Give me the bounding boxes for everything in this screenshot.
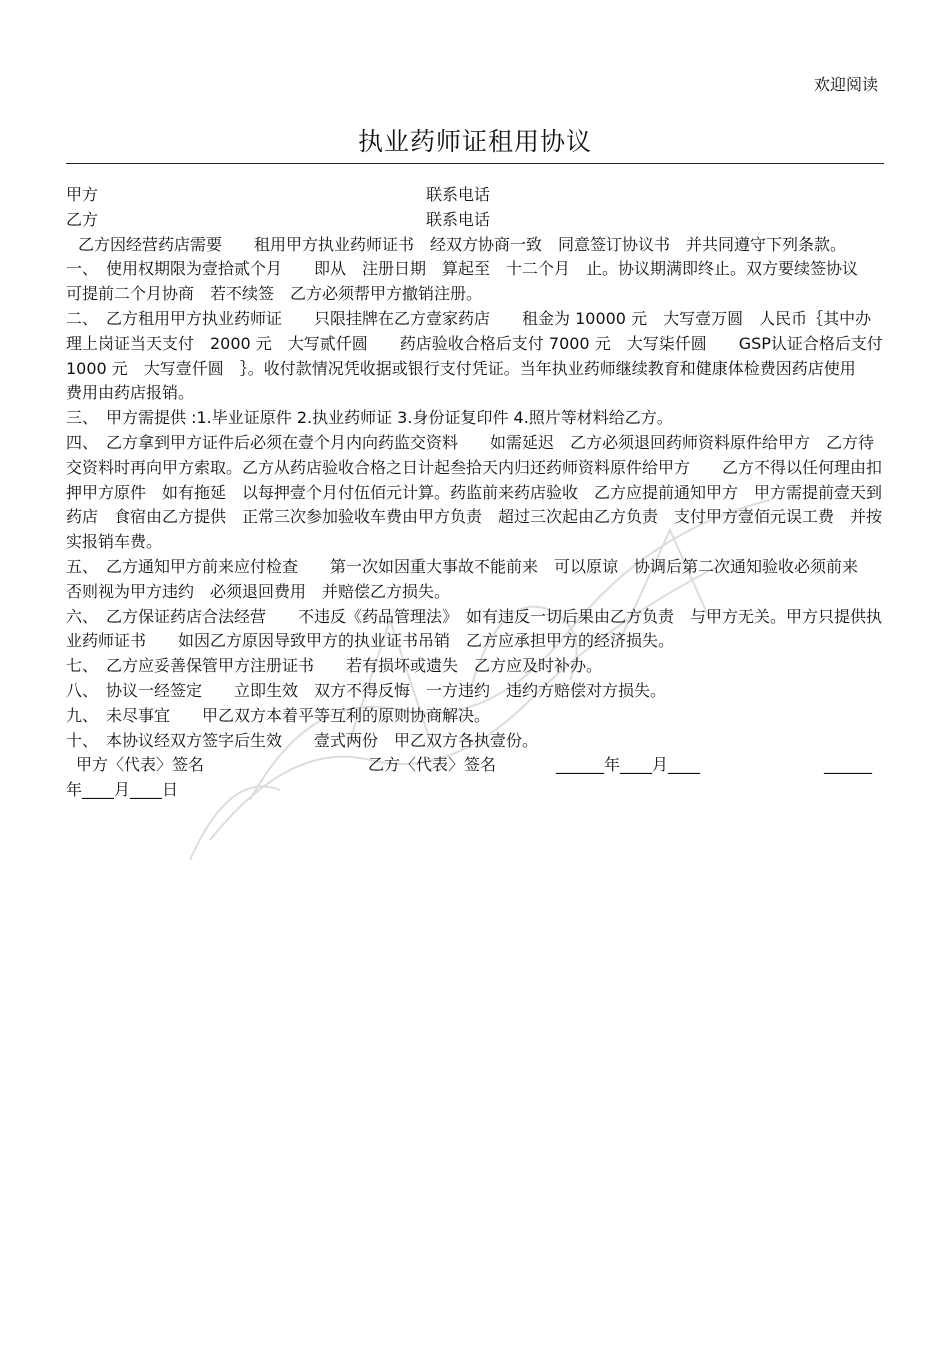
clause-10: 十、 本协议经双方签字后生效 壹式两份 甲乙双方各执壹份。	[66, 730, 539, 750]
party-b-contact-label: 联系电话	[426, 209, 491, 229]
agreement-body	[66, 183, 899, 803]
party-b-signature-label: 乙方〈代表〉签名	[368, 755, 497, 775]
party-b-line	[66, 208, 884, 233]
clause-8: 八、 协议一经签定 立即生效 双方不得反悔 一方违约 违约方赔偿对方损失。	[66, 680, 667, 700]
party-a-contact-label: 联系电话	[426, 185, 491, 204]
clause-3: 三、 甲方需提供 :1.毕业证原件 2.执业药师证 3.身份证复印件 4.照片等材料给乙方。	[66, 408, 673, 428]
clause-2: 二、 乙方租用甲方执业药师证 只限挂牌在乙方壹家药店 租金为 10000 元 大写壹万圆 人民币｛其中办理上岗证当天支付 2000 元 大写贰仟圆 药店验收合格后支付 7000 元 大写柒仟圆 GSP认证合格后支付 1000 元 大写壹仟圆 ｝。收付款情况凭收据或银行支付凭证。当年执业药师继续教育和健康体检费因药店使用 费用由药店报销。	[66, 308, 899, 403]
title-rule	[66, 163, 884, 164]
header-note: 欢迎阅读	[813, 75, 878, 94]
intro-paragraph: 乙方因经营药店需要 租用甲方执业药师证书 经双方协商一致 同意签订协议书 并共同遵守下列条款。	[78, 234, 847, 254]
signature-date-3: 年____月____日	[66, 780, 179, 800]
clause-5: 五、 乙方通知甲方前来应付检查 第一次如因重大事故不能前来 可以原谅 协调后第二次通知验收必须前来 否则视为甲方违约 必须退回费用 并赔偿乙方损失。	[66, 556, 875, 601]
signature-date-1: ______年____月____	[556, 755, 701, 775]
clause-6: 六、 乙方保证药店合法经营 不违反《药品管理法》 如有违反一切后果由乙方负责 与甲方无关。甲方只提供执业药师证书 如因乙方原因导致甲方的执业证书吊销 乙方应承担甲方的经济损失。	[66, 606, 883, 651]
party-a-line	[66, 183, 884, 208]
clause-9: 九、 未尽事宜 甲乙双方本着平等互利的原则协商解决。	[66, 705, 491, 725]
signature-line	[66, 753, 884, 778]
signature-date-line	[66, 778, 884, 803]
clause-1: 一、 使用权期限为壹拾贰个月 即从 注册日期 算起至 十二个月 止。协议期满即终止。双方要续签协议 可提前二个月协商 若不续签 乙方必须帮甲方撤销注册。	[66, 259, 891, 304]
party-a-signature-label: 甲方〈代表〉签名	[76, 755, 205, 775]
party-b-label: 乙方	[66, 209, 99, 229]
clause-4: 四、 乙方拿到甲方证件后必须在壹个月内向药监交资料 如需延迟 乙方必须退回药师资料原件给甲方 乙方待交资料时再向甲方索取。乙方从药店验收合格之日计起叁拾天内归还药师资料原件给甲方 乙方不得以任何理由扣押甲方原件 如有拖延 以每押壹个月付伍佰元计算。药监前来药店验收 乙方应提前通知甲方 甲方需提前壹天到药店 食宿由乙方提供 正常三次参加验收车费由甲方负责 超过三次起由乙方负责 支付甲方壹佰元误工费 并按实报销车费。	[66, 432, 883, 552]
document-title: 执业药师证租用协议	[357, 127, 592, 156]
clause-7: 七、 乙方应妥善保管甲方注册证书 若有损坏或遗失 乙方应及时补办。	[66, 656, 603, 676]
signature-date-2: ______	[824, 755, 872, 775]
party-a-label: 甲方	[66, 185, 99, 204]
